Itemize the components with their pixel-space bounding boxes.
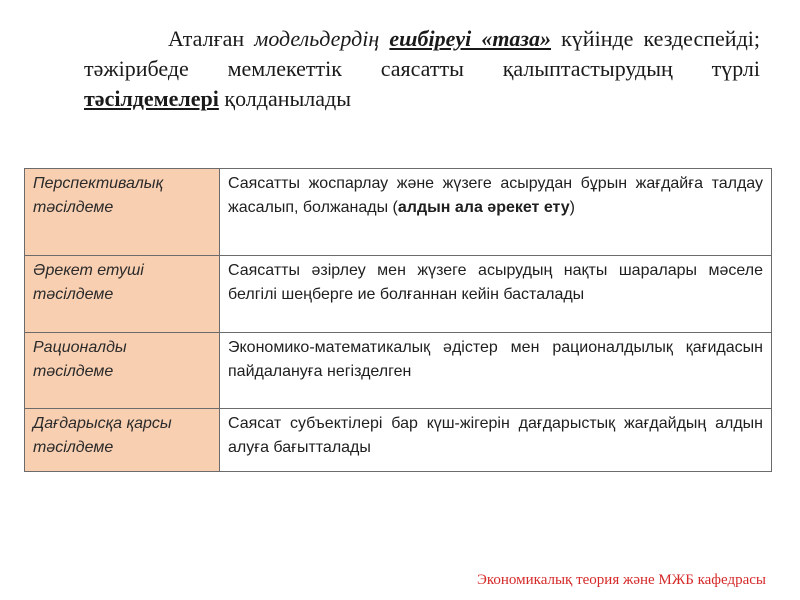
approach-description-cell: Саясатты әзірлеу мен жүзеге асырудың нақты шаралары мәселе белгілі шеңберге ие болғаннан кейін басталады — [220, 256, 772, 333]
intro-space — [379, 26, 389, 51]
approach-name-cell: Перспективалық тәсілдеме — [25, 169, 220, 256]
intro-none-pure-term: ешбіреуі «таза» — [389, 26, 552, 51]
table-row — [25, 256, 772, 333]
intro-text-part1: Аталған — [168, 26, 255, 51]
description-highlight: алдын ала әрекет ету — [397, 199, 570, 216]
approach-name-cell: Рационалды тәсілдеме — [25, 333, 220, 409]
approach-description-cell: Саясат субъектілері бар күш-жігерін дағдарыстық жағдайдың алдын алуға бағытталады — [220, 409, 772, 472]
table-row — [25, 333, 772, 409]
approach-name-cell: Дағдарысқа қарсы тәсілдеме — [25, 409, 220, 472]
intro-text-part3: қолданылады — [218, 86, 351, 111]
intro-text-part2: күйінде кездеспейді; тәжірибеде мемлекеттік саясатты қалыптастырудың түрлі — [84, 26, 760, 81]
description-text-end: ) — [569, 199, 575, 216]
intro-approaches-term: тәсілдемелері — [84, 86, 219, 111]
approach-name-cell: Әрекет етуші тәсілдеме — [25, 256, 220, 333]
department-footer: Экономикалық теория және МЖБ кафедрасы — [476, 572, 766, 588]
table-row — [25, 169, 772, 256]
approach-description-cell — [220, 169, 772, 256]
approach-description-cell: Экономико-математикалық әдістер мен рационалдылық қағидасын пайдалануға негізделген — [220, 333, 772, 409]
intro-models-term: модельдердің — [254, 26, 380, 51]
description-text: Саясатты жоспарлау және жүзеге асырудан бұрын жағдайға талдау жасалып, болжанады ( — [228, 175, 763, 216]
table-row — [25, 409, 772, 472]
approaches-table — [24, 168, 772, 472]
intro-paragraph — [84, 24, 760, 114]
